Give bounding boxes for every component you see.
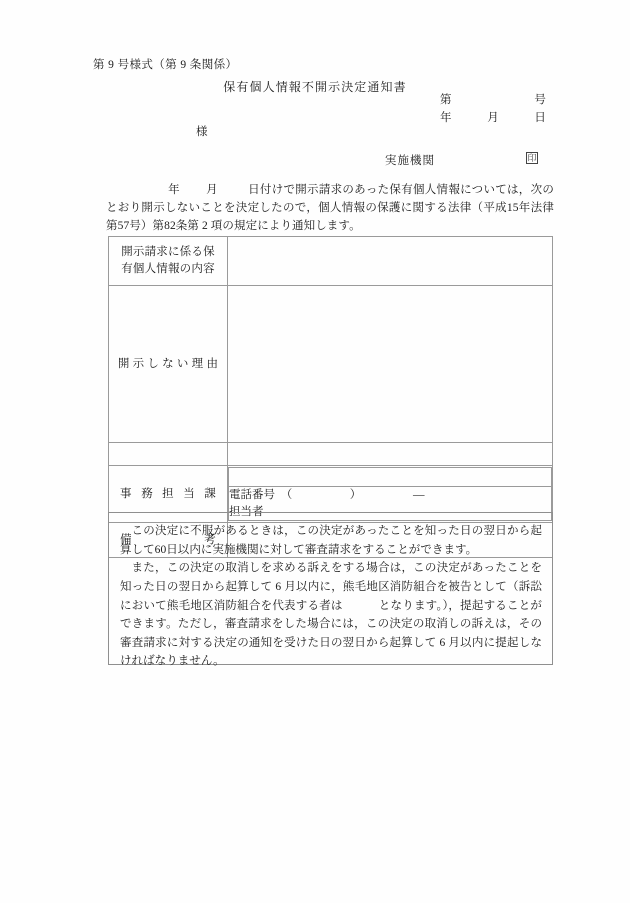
document-date-field: 年 月 日 [440,111,547,124]
row-value-request-content-text [228,257,552,265]
notice-p2-line3-b: となります。），提起することができま [120,599,542,631]
notice-paragraph-1 [120,522,542,559]
document-number-block [440,92,546,128]
document-number-field: 第 号 [440,94,547,106]
notice-paragraph-2 [120,559,542,671]
row-label-request-content-line2: 有個人情報の内容 [121,263,215,275]
notice-p2-line2: った日の翌日から起算して 6 月以内に，熊毛地区消防組合を被告として（訴訟にお [120,580,542,612]
disclosure-details-table [108,236,553,558]
body-text-line-2: り開示しないことを決定したので，個人情報の保護に関する法律（平成15年法律第57 [106,202,555,233]
row-label-nondisclosure-reason [109,286,228,443]
addressee-honorific: 様 [196,126,208,138]
table-row-request-content [109,237,553,286]
notice-p2-line5: に対する決定の通知を受けた日の翌日から起算して 6 月以内に提起しなければなり [120,636,543,668]
row-label-request-content-line1: 開示請求に係る保 [121,246,215,259]
notice-p2-line1: また，この決定の取消しを求める訴えをする場合は，この決定があったことを知 [120,562,542,593]
body-paragraph [106,181,554,235]
row-value-spacer-text [228,443,552,465]
row-value-spacer[interactable] [228,443,553,466]
row-value-nondisclosure-reason[interactable] [228,286,553,443]
body-date-year: 年 [168,184,180,196]
row-value-nondisclosure-reason-text [228,360,552,368]
row-label-remarks-text: 備 考 [120,533,216,546]
notice-p2-line6: ません。 [177,655,225,668]
seal-stamp-icon: 印 [527,153,537,163]
phone-number-field: 電話番号 （ ） ― [229,488,425,501]
notice-p1-line2: して60日以内に実施機関に対して審査請求をすることができます。 [131,543,478,556]
row-label-nondisclosure-reason-text: 開 示 し な い 理 由 [117,357,219,370]
row-label-spacer [109,443,228,466]
row-label-request-content [109,237,228,286]
table-row-nondisclosure-reason [109,286,553,443]
body-text-line-1: 日付けで開示請求のあった保有個人情報については，次のとお [106,184,554,215]
row-label-office-in-charge-text: 事 務 担 当 課 [120,487,216,500]
row-value-request-content[interactable] [228,237,553,286]
notice-p2-line3-a: いて熊毛地区消防組合を代表する者は [143,599,343,612]
page-title: 保有個人情報不開示決定通知書 [223,80,407,94]
office-name-field[interactable] [229,467,552,486]
form-number-label: 第 9 号様式（第 9 条関係） [93,59,238,71]
table-row-spacer [109,443,553,466]
implementing-agency-label: 実施機関 [385,155,435,167]
notice-p2-line4: す。ただし，審査請求をした場合には，この決定の取消しの訴えは，その審査請求 [120,618,542,649]
appeal-notice-box [108,512,553,668]
person-in-charge-field: 担当者 [229,505,264,518]
body-date-month: 月 [205,184,218,196]
office-name-subrow [229,467,552,486]
body-text-line-3: 号）第82条第 2 項の規定により通知します。 [129,220,361,233]
notice-p1-line1: この決定に不服があるときは，この決定があったことを知った日の翌日から起算 [120,525,542,556]
